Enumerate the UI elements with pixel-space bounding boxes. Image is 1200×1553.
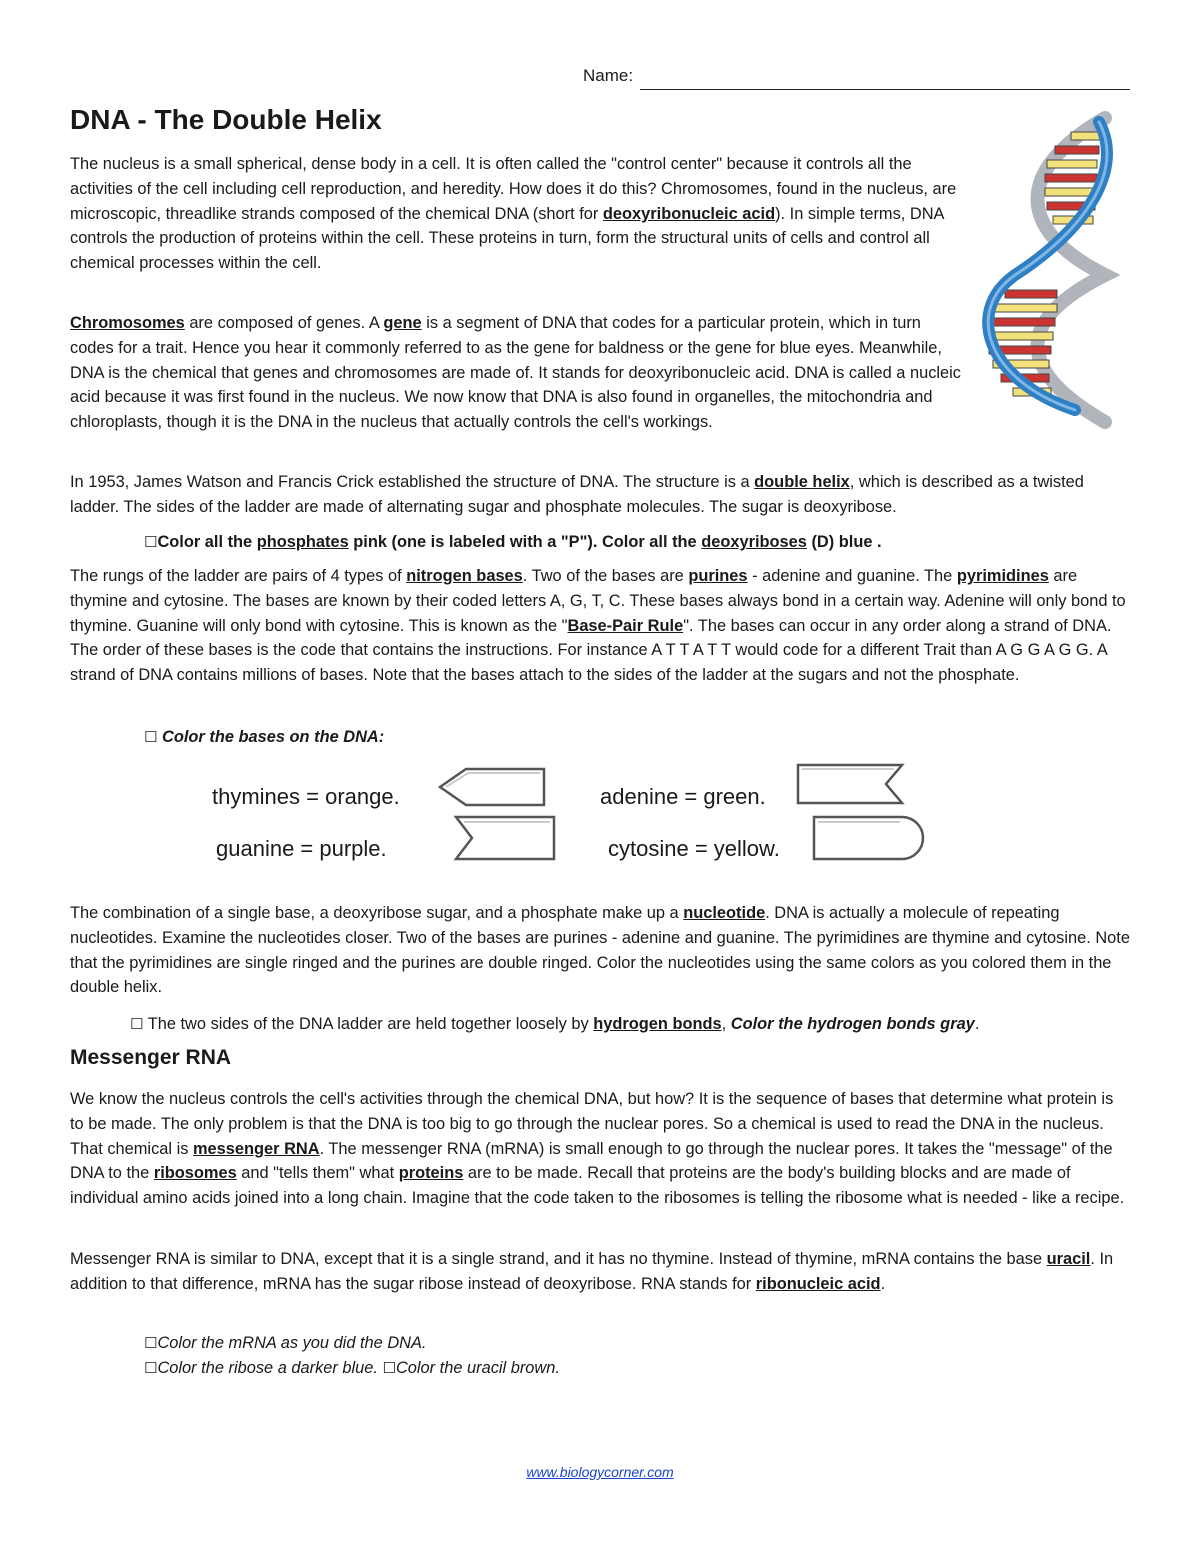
name-label: Name: (583, 66, 634, 85)
term-phosphates: phosphates (256, 533, 349, 551)
footer-link[interactable]: www.biologycorner.com (526, 1464, 674, 1480)
checkbox-icon[interactable]: ☐ (144, 728, 158, 746)
checkbox-icon[interactable]: ☐ (130, 1015, 144, 1033)
thymine-shape-icon (438, 766, 550, 808)
term-double-helix: double helix (754, 473, 850, 491)
bases-paragraph (70, 564, 1130, 688)
guanine-label: guanine = purple. (216, 836, 387, 861)
genes-text-b: is a segment of DNA that codes for a particular protein, which in turn codes for a trait. Hence you hear it commonly referred to as the gene for baldness or the gene for blue eyes. Meanwhile, DNA is the chemical that genes and chromosomes are made of. It stands for deoxyribonucleic acid. DNA is called a nucleic acid because it was first found in the nucleus. We now know that DNA is also found in organelles, the mitochondria and chloroplasts, though it is the DNA in the nucleus that actually controls the cell's workings. (70, 314, 961, 432)
nucleotide-text-b: . DNA is actually a molecule of repeating nucleotides. Examine the nucleotides closer. Two of the bases are purines - adenine and guanine. The pyrimidines are thymine and cytosine. Note that the pyrimidines are single ringed and the purines are double ringed. Color the nucleotides using the same colors as you colored them in the double helix. (70, 904, 1130, 997)
name-input-line[interactable] (640, 89, 1130, 90)
bases-text-e: ". The bases can occur in any order along a strand of DNA. The order of these bases is the code that contains the instructions. For instance A T T A T T would code for a different Trait than A G G A G G. A strand of DNA contains millions of bases. Note that the bases attach to the sides of the ladder at the sugars and not the phosphate. (70, 616, 1112, 685)
adenine-label: adenine = green. (600, 784, 766, 809)
term-nitrogen-bases: nitrogen bases (406, 567, 523, 585)
checkbox-icon[interactable]: ☐ (144, 533, 158, 551)
term-nucleotide: nucleotide (683, 904, 766, 922)
task-color-ribose-uracil (144, 1356, 560, 1381)
bases-text-b: . Two of the bases are (522, 567, 689, 585)
bases-text-c: - adenine and guanine. The (747, 567, 957, 585)
term-messenger-rna: messenger RNA (192, 1139, 320, 1158)
mrna-text-a: We know the nucleus controls the cell's activities through the chemical DNA, but how? It is the sequence of bases that determine what protein is to be made. The only problem is that the DNA is too big to go through the nuclear pores. So a chemical is used to read the DNA in the nucleus. That chemical is (70, 1090, 1114, 1158)
task4-line1: Color the mRNA as you did the DNA. (157, 1334, 427, 1352)
task3-text-b: , (721, 1015, 731, 1033)
task4-line2a: Color the ribose a darker blue. (157, 1359, 383, 1377)
task-color-phosphates (144, 530, 1124, 555)
term-proteins: proteins (398, 1164, 464, 1183)
task-color-mrna (144, 1331, 427, 1356)
intro-paragraph (70, 152, 965, 276)
bases-text-d: are thymine and cytosine. The bases are known by their coded letters A, G, T, C. These bases always bond in a certain way. Adenine will only bond to thymine. Guanine will only bond with cytosine. This is known as the " (70, 567, 1126, 635)
term-hydrogen-bonds: hydrogen bonds (593, 1015, 722, 1033)
task-hydrogen-bonds (130, 1012, 1140, 1037)
genes-text-a: are composed of genes. A (184, 314, 384, 332)
mrna-text-d: are to be made. Recall that proteins are the body's building blocks and are made of individual amino acids joined into a long chain. Imagine that the code taken to the ribosomes is telling the ribosome what is needed - like a recipe. (70, 1164, 1125, 1208)
task2-text: Color the bases on the DNA: (162, 728, 385, 746)
task-color-bases (144, 725, 384, 750)
structure-text-b: , which is described as a twisted ladder. The sides of the ladder are made of alternating sugar and phosphate molecules. The sugar is deoxyribose. (70, 473, 1084, 516)
term-uracil: uracil (1046, 1250, 1091, 1268)
mrna-paragraph (70, 1087, 1130, 1211)
term-deoxyriboses: deoxyriboses (701, 533, 807, 551)
term-ribosomes: ribosomes (153, 1164, 237, 1183)
adenine-shape-icon (794, 762, 906, 806)
term-deoxyribonucleic-acid: deoxyribonucleic acid (602, 204, 776, 223)
task1-text-b: pink (one is labeled with a "P"). Color all the (348, 533, 702, 551)
guanine-shape-icon (452, 814, 558, 862)
nucleotide-text-a: The combination of a single base, a deoxyribose sugar, and a phosphate make up a (70, 904, 684, 922)
term-base-pair-rule: Base-Pair Rule (567, 616, 684, 635)
checkbox-icon[interactable]: ☐ (144, 1334, 158, 1352)
intro-text-a: The nucleus is a small spherical, dense body in a cell. It is often called the "control center" because it controls all the activities of the cell including cell reproduction, and heredity. How does it do this? Chromosomes, found in the nucleus, are microscopic, threadlike strands composed of the chemical DNA (short for (70, 155, 957, 223)
bases-text-a: The rungs of the ladder are pairs of 4 types of (70, 567, 407, 585)
term-pyrimidines: pyrimidines (956, 567, 1049, 585)
rna-text-c: . (880, 1274, 886, 1293)
genes-paragraph (70, 311, 965, 435)
section-title-mrna: Messenger RNA (70, 1046, 232, 1069)
structure-paragraph (70, 470, 1130, 520)
term-gene: gene (383, 314, 422, 332)
rna-text-a: Messenger RNA is similar to DNA, except that it is a single strand, and it has no thymine. Instead of thymine, mRNA contains the base (70, 1250, 1047, 1268)
task1-text-c: (D) blue . (806, 533, 882, 551)
structure-text-a: In 1953, James Watson and Francis Crick established the structure of DNA. The structure is a (70, 473, 755, 491)
checkbox-icon[interactable]: ☐ (144, 1359, 158, 1377)
page-title: DNA - The Double Helix (70, 104, 382, 135)
thymine-label: thymines = orange. (212, 784, 400, 809)
task3-text-a: The two sides of the DNA ladder are held together loosely by (143, 1015, 594, 1033)
rna-difference-paragraph (70, 1247, 1130, 1297)
term-purines: purines (688, 567, 748, 585)
cytosine-shape-icon (810, 814, 926, 862)
term-chromosomes: Chromosomes (70, 314, 185, 332)
checkbox-icon[interactable]: ☐ (382, 1359, 396, 1377)
intro-text-b: ). In simple terms, DNA controls the production of proteins within the cell. These proteins in turn, form the structural units of cells and control all chemical processes within the cell. (70, 204, 944, 273)
dna-helix-illustration (975, 110, 1125, 430)
term-ribonucleic-acid: ribonucleic acid (755, 1274, 881, 1293)
mrna-text-b: . The messenger RNA (mRNA) is small enough to go through the nuclear pores. It takes the "message" of the DNA to the (70, 1139, 1113, 1183)
task3-instruction: Color the hydrogen bonds gray (730, 1015, 975, 1033)
task4-line2b: Color the uracil brown. (395, 1359, 560, 1377)
rna-text-b: . In addition to that difference, mRNA has the sugar ribose instead of deoxyribose. RNA stands for (70, 1250, 1114, 1293)
cytosine-label: cytosine = yellow. (608, 836, 780, 861)
nucleotide-paragraph (70, 901, 1130, 1000)
task3-text-d: . (974, 1015, 980, 1033)
mrna-text-c: and "tells them" what (236, 1164, 399, 1183)
task1-text-a: Color all the (157, 533, 257, 551)
